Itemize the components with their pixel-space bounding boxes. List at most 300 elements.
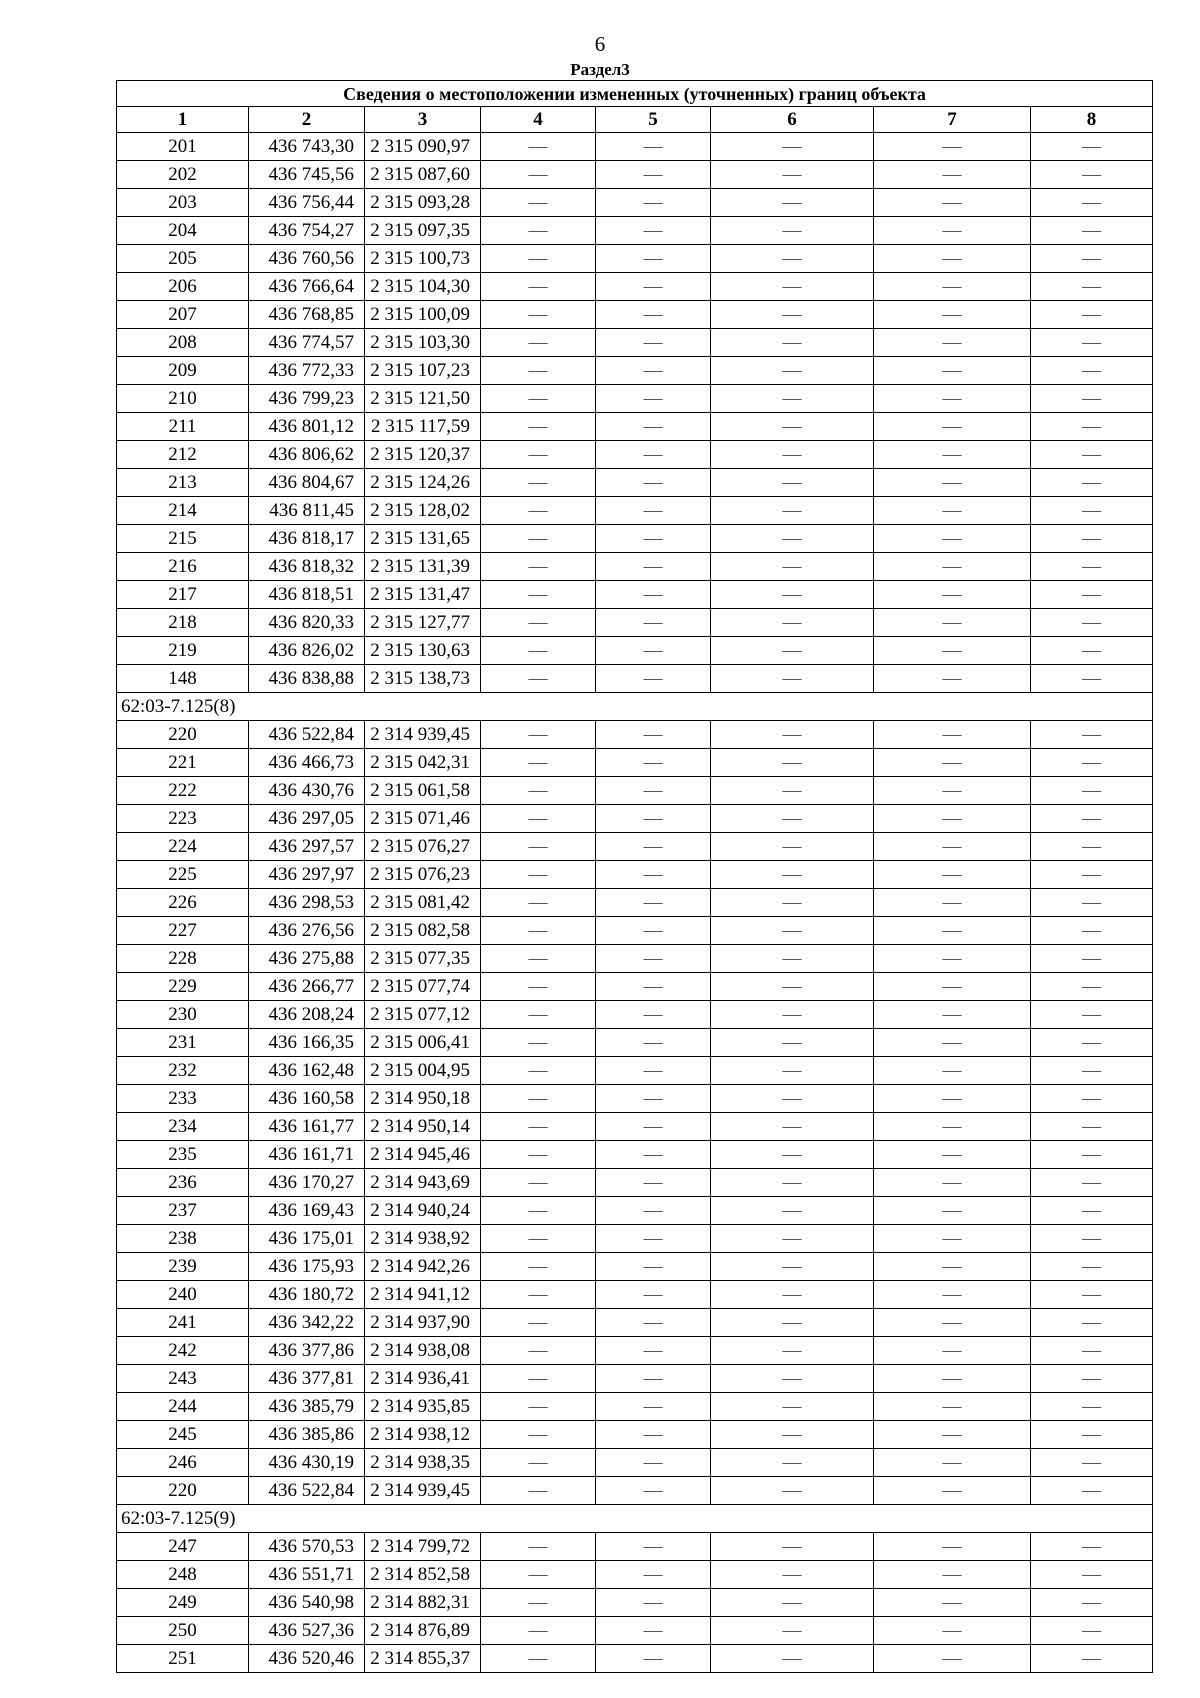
coordinate-y: 2 314 945,46 [365, 1141, 481, 1169]
empty-value-dash: — [874, 469, 1031, 497]
empty-value-dash: — [481, 1225, 596, 1253]
coordinate-x: 436 806,62 [249, 441, 365, 469]
table-row [117, 133, 1153, 161]
table-row [117, 245, 1153, 273]
table-row [117, 357, 1153, 385]
point-number: 201 [117, 133, 249, 161]
empty-value-dash: — [874, 1197, 1031, 1225]
empty-value-dash: — [481, 665, 596, 693]
coordinate-x: 436 818,32 [249, 553, 365, 581]
coordinate-y: 2 315 107,23 [365, 357, 481, 385]
empty-value-dash: — [1031, 609, 1153, 637]
empty-value-dash: — [481, 637, 596, 665]
empty-value-dash: — [711, 1057, 874, 1085]
coordinate-x: 436 818,17 [249, 525, 365, 553]
empty-value-dash: — [596, 665, 711, 693]
empty-value-dash: — [1031, 721, 1153, 749]
empty-value-dash: — [481, 1589, 596, 1617]
coordinate-x: 436 804,67 [249, 469, 365, 497]
empty-value-dash: — [596, 721, 711, 749]
table-row [117, 497, 1153, 525]
table-row [117, 441, 1153, 469]
point-number: 241 [117, 1309, 249, 1337]
empty-value-dash: — [596, 1001, 711, 1029]
empty-value-dash: — [481, 553, 596, 581]
coordinate-y: 2 314 799,72 [365, 1533, 481, 1561]
empty-value-dash: — [711, 777, 874, 805]
coordinate-x: 436 768,85 [249, 301, 365, 329]
empty-value-dash: — [874, 273, 1031, 301]
empty-value-dash: — [481, 917, 596, 945]
coordinate-y: 2 315 042,31 [365, 749, 481, 777]
point-number: 238 [117, 1225, 249, 1253]
empty-value-dash: — [1031, 945, 1153, 973]
empty-value-dash: — [711, 1561, 874, 1589]
empty-value-dash: — [874, 1001, 1031, 1029]
empty-value-dash: — [711, 917, 874, 945]
coordinate-y: 2 314 941,12 [365, 1281, 481, 1309]
empty-value-dash: — [481, 581, 596, 609]
point-number: 219 [117, 637, 249, 665]
coordinate-x: 436 266,77 [249, 973, 365, 1001]
empty-value-dash: — [711, 1337, 874, 1365]
empty-value-dash: — [481, 945, 596, 973]
empty-value-dash: — [874, 889, 1031, 917]
empty-value-dash: — [711, 1365, 874, 1393]
empty-value-dash: — [481, 1309, 596, 1337]
coordinate-x: 436 743,30 [249, 133, 365, 161]
empty-value-dash: — [481, 1057, 596, 1085]
empty-value-dash: — [874, 1617, 1031, 1645]
empty-value-dash: — [596, 917, 711, 945]
empty-value-dash: — [596, 497, 711, 525]
coordinate-x: 436 540,98 [249, 1589, 365, 1617]
empty-value-dash: — [1031, 1337, 1153, 1365]
empty-value-dash: — [596, 1589, 711, 1617]
coordinate-x: 436 160,58 [249, 1085, 365, 1113]
empty-value-dash: — [596, 553, 711, 581]
point-number: 242 [117, 1337, 249, 1365]
empty-value-dash: — [1031, 1281, 1153, 1309]
empty-value-dash: — [1031, 133, 1153, 161]
empty-value-dash: — [874, 525, 1031, 553]
point-number: 203 [117, 189, 249, 217]
point-number: 230 [117, 1001, 249, 1029]
table-row [117, 1617, 1153, 1645]
boundary-coordinates-table [116, 80, 1153, 1673]
column-header-2: 2 [249, 107, 365, 133]
empty-value-dash: — [481, 497, 596, 525]
coordinate-y: 2 315 090,97 [365, 133, 481, 161]
table-row [117, 917, 1153, 945]
column-header-row [117, 107, 1153, 133]
table-row [117, 749, 1153, 777]
coordinate-x: 436 275,88 [249, 945, 365, 973]
coordinate-y: 2 315 131,47 [365, 581, 481, 609]
empty-value-dash: — [1031, 581, 1153, 609]
empty-value-dash: — [596, 1141, 711, 1169]
coordinate-y: 2 314 938,92 [365, 1225, 481, 1253]
coordinate-x: 436 826,02 [249, 637, 365, 665]
empty-value-dash: — [481, 1085, 596, 1113]
table-row [117, 861, 1153, 889]
empty-value-dash: — [874, 245, 1031, 273]
empty-value-dash: — [1031, 413, 1153, 441]
coordinate-y: 2 315 077,74 [365, 973, 481, 1001]
empty-value-dash: — [596, 1337, 711, 1365]
empty-value-dash: — [1031, 1421, 1153, 1449]
empty-value-dash: — [711, 1085, 874, 1113]
point-number: 231 [117, 1029, 249, 1057]
empty-value-dash: — [711, 217, 874, 245]
coordinate-x: 436 297,97 [249, 861, 365, 889]
table-row [117, 553, 1153, 581]
empty-value-dash: — [1031, 777, 1153, 805]
empty-value-dash: — [711, 665, 874, 693]
coordinate-y: 2 315 100,09 [365, 301, 481, 329]
empty-value-dash: — [711, 1281, 874, 1309]
coordinate-y: 2 314 855,37 [365, 1645, 481, 1673]
column-header-3: 3 [365, 107, 481, 133]
empty-value-dash: — [874, 1085, 1031, 1113]
table-row [117, 1085, 1153, 1113]
coordinate-y: 2 315 077,35 [365, 945, 481, 973]
empty-value-dash: — [481, 413, 596, 441]
empty-value-dash: — [711, 385, 874, 413]
table-row [117, 161, 1153, 189]
empty-value-dash: — [596, 189, 711, 217]
coordinate-x: 436 818,51 [249, 581, 365, 609]
coordinate-x: 436 522,84 [249, 721, 365, 749]
coordinate-x: 436 754,27 [249, 217, 365, 245]
coordinate-x: 436 772,33 [249, 357, 365, 385]
point-number: 210 [117, 385, 249, 413]
table-row [117, 329, 1153, 357]
point-number: 232 [117, 1057, 249, 1085]
empty-value-dash: — [1031, 1113, 1153, 1141]
table-row [117, 1309, 1153, 1337]
empty-value-dash: — [1031, 1029, 1153, 1057]
point-number: 248 [117, 1561, 249, 1589]
point-number: 205 [117, 245, 249, 273]
empty-value-dash: — [481, 1001, 596, 1029]
empty-value-dash: — [1031, 1449, 1153, 1477]
point-number: 234 [117, 1113, 249, 1141]
empty-value-dash: — [481, 301, 596, 329]
empty-value-dash: — [874, 917, 1031, 945]
empty-value-dash: — [711, 525, 874, 553]
coordinate-x: 436 799,23 [249, 385, 365, 413]
coordinate-y: 2 315 127,77 [365, 609, 481, 637]
empty-value-dash: — [481, 1029, 596, 1057]
page-number: 6 [594, 32, 606, 56]
empty-value-dash: — [711, 1477, 874, 1505]
empty-value-dash: — [596, 945, 711, 973]
coordinate-x: 436 276,56 [249, 917, 365, 945]
coordinate-y: 2 315 061,58 [365, 777, 481, 805]
empty-value-dash: — [596, 329, 711, 357]
empty-value-dash: — [481, 469, 596, 497]
empty-value-dash: — [711, 1225, 874, 1253]
empty-value-dash: — [874, 1225, 1031, 1253]
coordinate-x: 436 166,35 [249, 1029, 365, 1057]
empty-value-dash: — [874, 189, 1031, 217]
empty-value-dash: — [481, 1141, 596, 1169]
point-number: 207 [117, 301, 249, 329]
column-header-7: 7 [874, 107, 1031, 133]
table-caption: Сведения о местоположении измененных (уточненных) границ объекта [117, 81, 1153, 107]
empty-value-dash: — [711, 861, 874, 889]
empty-value-dash: — [874, 1281, 1031, 1309]
empty-value-dash: — [874, 385, 1031, 413]
empty-value-dash: — [596, 245, 711, 273]
empty-value-dash: — [874, 1449, 1031, 1477]
point-number: 227 [117, 917, 249, 945]
table-row [117, 1141, 1153, 1169]
point-number: 224 [117, 833, 249, 861]
empty-value-dash: — [1031, 1085, 1153, 1113]
empty-value-dash: — [481, 1365, 596, 1393]
empty-value-dash: — [874, 1645, 1031, 1673]
empty-value-dash: — [711, 273, 874, 301]
empty-value-dash: — [481, 385, 596, 413]
empty-value-dash: — [596, 1477, 711, 1505]
empty-value-dash: — [1031, 245, 1153, 273]
table-row [117, 217, 1153, 245]
table-row [117, 1169, 1153, 1197]
table-row [117, 1533, 1153, 1561]
point-number: 204 [117, 217, 249, 245]
empty-value-dash: — [874, 1589, 1031, 1617]
point-number: 212 [117, 441, 249, 469]
empty-value-dash: — [711, 889, 874, 917]
empty-value-dash: — [711, 581, 874, 609]
empty-value-dash: — [596, 1057, 711, 1085]
empty-value-dash: — [481, 161, 596, 189]
table-row [117, 609, 1153, 637]
coordinate-x: 436 342,22 [249, 1309, 365, 1337]
empty-value-dash: — [596, 749, 711, 777]
coordinate-x: 436 175,01 [249, 1225, 365, 1253]
table-row [117, 525, 1153, 553]
empty-value-dash: — [874, 637, 1031, 665]
coordinate-x: 436 570,53 [249, 1533, 365, 1561]
coordinate-x: 436 522,84 [249, 1477, 365, 1505]
empty-value-dash: — [711, 469, 874, 497]
point-number: 209 [117, 357, 249, 385]
table-row [117, 1113, 1153, 1141]
coordinate-x: 436 170,27 [249, 1169, 365, 1197]
empty-value-dash: — [481, 1393, 596, 1421]
coordinate-y: 2 315 128,02 [365, 497, 481, 525]
empty-value-dash: — [596, 385, 711, 413]
coordinate-x: 436 774,57 [249, 329, 365, 357]
empty-value-dash: — [481, 1421, 596, 1449]
coordinate-y: 2 315 097,35 [365, 217, 481, 245]
empty-value-dash: — [481, 329, 596, 357]
point-number: 220 [117, 721, 249, 749]
point-number: 215 [117, 525, 249, 553]
table-row [117, 945, 1153, 973]
coordinate-x: 436 520,46 [249, 1645, 365, 1673]
point-number: 216 [117, 553, 249, 581]
empty-value-dash: — [1031, 469, 1153, 497]
empty-value-dash: — [596, 1645, 711, 1673]
point-number: 226 [117, 889, 249, 917]
coordinate-x: 436 756,44 [249, 189, 365, 217]
table-row [117, 1477, 1153, 1505]
point-number: 202 [117, 161, 249, 189]
table-row [117, 1393, 1153, 1421]
point-number: 240 [117, 1281, 249, 1309]
empty-value-dash: — [874, 413, 1031, 441]
point-number: 249 [117, 1589, 249, 1617]
coordinate-y: 2 315 131,65 [365, 525, 481, 553]
empty-value-dash: — [481, 721, 596, 749]
coordinate-y: 2 314 938,12 [365, 1421, 481, 1449]
coordinate-x: 436 297,57 [249, 833, 365, 861]
table-row [117, 889, 1153, 917]
empty-value-dash: — [596, 1253, 711, 1281]
empty-value-dash: — [874, 329, 1031, 357]
empty-value-dash: — [596, 273, 711, 301]
empty-value-dash: — [874, 1393, 1031, 1421]
table-row [117, 469, 1153, 497]
coordinate-y: 2 315 004,95 [365, 1057, 481, 1085]
empty-value-dash: — [596, 441, 711, 469]
coordinate-y: 2 315 006,41 [365, 1029, 481, 1057]
coordinate-y: 2 315 071,46 [365, 805, 481, 833]
empty-value-dash: — [1031, 217, 1153, 245]
empty-value-dash: — [874, 861, 1031, 889]
empty-value-dash: — [711, 1645, 874, 1673]
empty-value-dash: — [1031, 1561, 1153, 1589]
empty-value-dash: — [874, 945, 1031, 973]
empty-value-dash: — [711, 1001, 874, 1029]
coordinate-x: 436 820,33 [249, 609, 365, 637]
coordinate-x: 436 161,71 [249, 1141, 365, 1169]
empty-value-dash: — [596, 217, 711, 245]
empty-value-dash: — [1031, 1533, 1153, 1561]
point-number: 225 [117, 861, 249, 889]
empty-value-dash: — [874, 161, 1031, 189]
empty-value-dash: — [596, 1281, 711, 1309]
empty-value-dash: — [1031, 301, 1153, 329]
empty-value-dash: — [874, 1309, 1031, 1337]
coordinate-x: 436 430,19 [249, 1449, 365, 1477]
empty-value-dash: — [596, 1449, 711, 1477]
table-row [117, 777, 1153, 805]
coordinate-x: 436 385,86 [249, 1421, 365, 1449]
empty-value-dash: — [596, 1085, 711, 1113]
empty-value-dash: — [1031, 1057, 1153, 1085]
empty-value-dash: — [874, 1477, 1031, 1505]
empty-value-dash: — [1031, 917, 1153, 945]
coordinate-x: 436 297,05 [249, 805, 365, 833]
empty-value-dash: — [596, 889, 711, 917]
empty-value-dash: — [481, 1281, 596, 1309]
point-number: 211 [117, 413, 249, 441]
empty-value-dash: — [711, 1113, 874, 1141]
empty-value-dash: — [711, 1141, 874, 1169]
point-number: 250 [117, 1617, 249, 1645]
coordinate-y: 2 315 087,60 [365, 161, 481, 189]
empty-value-dash: — [874, 133, 1031, 161]
empty-value-dash: — [481, 1617, 596, 1645]
empty-value-dash: — [481, 1477, 596, 1505]
empty-value-dash: — [1031, 1001, 1153, 1029]
empty-value-dash: — [711, 357, 874, 385]
coordinate-y: 2 315 081,42 [365, 889, 481, 917]
empty-value-dash: — [1031, 497, 1153, 525]
empty-value-dash: — [711, 1169, 874, 1197]
empty-value-dash: — [874, 721, 1031, 749]
empty-value-dash: — [874, 441, 1031, 469]
empty-value-dash: — [596, 1617, 711, 1645]
empty-value-dash: — [596, 1561, 711, 1589]
table-row [117, 1197, 1153, 1225]
empty-value-dash: — [1031, 1141, 1153, 1169]
empty-value-dash: — [1031, 1645, 1153, 1673]
group-label: 62:03-7.125(9) [117, 1505, 1153, 1533]
empty-value-dash: — [711, 553, 874, 581]
empty-value-dash: — [711, 1533, 874, 1561]
empty-value-dash: — [596, 1393, 711, 1421]
coordinate-y: 2 315 120,37 [365, 441, 481, 469]
empty-value-dash: — [874, 1533, 1031, 1561]
empty-value-dash: — [874, 1421, 1031, 1449]
coordinate-y: 2 314 950,18 [365, 1085, 481, 1113]
table-row [117, 1281, 1153, 1309]
table-row [117, 385, 1153, 413]
point-number: 208 [117, 329, 249, 357]
coordinate-x: 436 551,71 [249, 1561, 365, 1589]
empty-value-dash: — [596, 833, 711, 861]
empty-value-dash: — [711, 609, 874, 637]
empty-value-dash: — [874, 217, 1031, 245]
empty-value-dash: — [711, 637, 874, 665]
empty-value-dash: — [596, 161, 711, 189]
empty-value-dash: — [1031, 749, 1153, 777]
table-row [117, 1337, 1153, 1365]
table-row [117, 301, 1153, 329]
empty-value-dash: — [711, 1617, 874, 1645]
empty-value-dash: — [711, 441, 874, 469]
table-row [117, 273, 1153, 301]
coordinate-y: 2 314 940,24 [365, 1197, 481, 1225]
table-row [117, 1225, 1153, 1253]
empty-value-dash: — [711, 1449, 874, 1477]
empty-value-dash: — [1031, 385, 1153, 413]
section-title: Раздел3 [570, 60, 630, 79]
point-number: 235 [117, 1141, 249, 1169]
empty-value-dash: — [481, 1645, 596, 1673]
point-number: 244 [117, 1393, 249, 1421]
table-row [117, 413, 1153, 441]
empty-value-dash: — [481, 441, 596, 469]
coordinate-y: 2 314 938,35 [365, 1449, 481, 1477]
empty-value-dash: — [874, 357, 1031, 385]
point-number: 246 [117, 1449, 249, 1477]
empty-value-dash: — [711, 1421, 874, 1449]
coordinate-y: 2 315 103,30 [365, 329, 481, 357]
coordinate-y: 2 314 950,14 [365, 1113, 481, 1141]
empty-value-dash: — [711, 301, 874, 329]
point-number: 222 [117, 777, 249, 805]
empty-value-dash: — [481, 273, 596, 301]
point-number: 218 [117, 609, 249, 637]
table-body [117, 133, 1153, 1673]
